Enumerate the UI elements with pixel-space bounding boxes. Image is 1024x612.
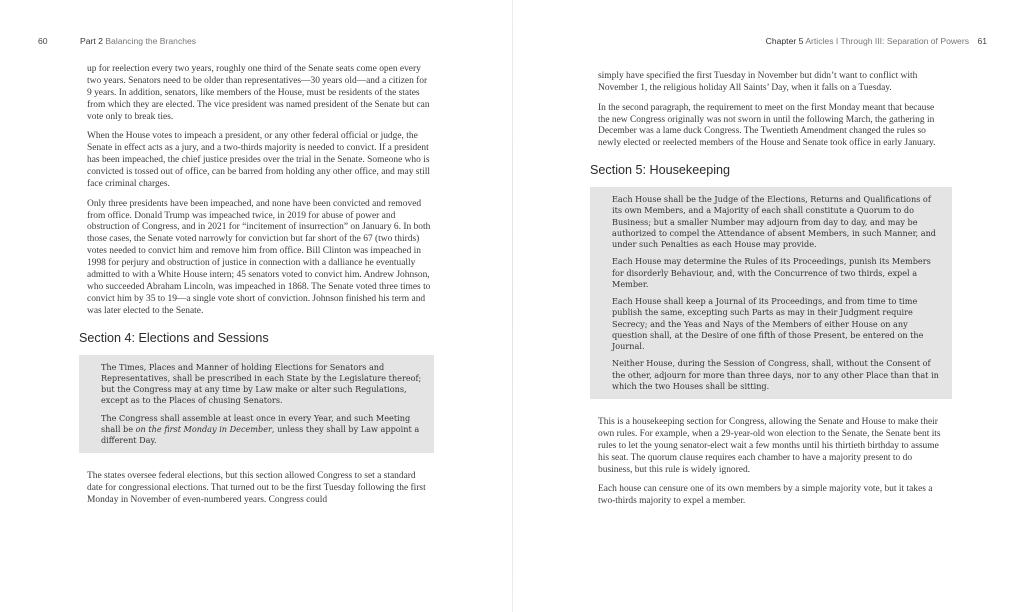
body-paragraph: In the second paragraph, the requirement to meet on the first Monday meant that because the new Congress originally was not sworn in until the following March, the gathering in December was a lame duck Congress. The Twentieth Amendment changed the rules so newly elected or reelected members of the House and Senate took office in early January. — [598, 102, 936, 149]
excerpt-emphasis: on the first Monday in December — [135, 423, 272, 434]
body-paragraph: This is a housekeeping section for Congress, allowing the Senate and House to make their own rules. For example, when a 29-year-old won election to the Senate, the Senate bent its rules to let the young senator-elect wait a few months until his thirtieth birthday to assume his seat. The quorum clause requires each chamber to have a majority present to do business, but this rule is widely ignored. — [598, 417, 941, 475]
excerpt-paragraph: Each House may determine the Rules of its Proceedings, punish its Members for disorderly Behaviour, and, with the Concurrence of two thirds, expel a Member. — [612, 256, 931, 289]
right-running-header — [766, 36, 969, 46]
constitution-excerpt — [79, 355, 434, 454]
excerpt-paragraph — [101, 413, 424, 447]
left-running-header — [80, 36, 196, 46]
chapter-label: Chapter 5 — [765, 36, 804, 46]
excerpt-text: The Congress shall assemble at least once in every Year, and such Meeting shall be — [101, 412, 411, 434]
left-page — [79, 64, 432, 515]
excerpt-paragraph: Each House shall keep a Journal of its Proceedings, and from time to time publish the same, excepting such Parts as may in their Judgment require Secrecy; and the Yeas and Nays of the Members of either House on any question shall, at the Desire of one fifth of those Present, be entered on the Journal. — [612, 296, 924, 352]
constitution-excerpt — [590, 187, 952, 399]
body-paragraph: Each house can censure one of its own members by a simple majority vote, but it takes a two-thirds majority to expel a member. — [598, 484, 933, 507]
excerpt-paragraph: Each House shall be the Judge of the Elections, Returns and Qualifications of its own Members, and a Majority of each shall constitute a Quorum to do Business; but a smaller Number may adjourn from day to day, and may be authorized to compel the Attendance of absent Members, in such Manner, and under such Penalties as each House may provide. — [612, 194, 937, 250]
excerpt-paragraph: The Times, Places and Manner of holding Elections for Senators and Representatives, shall be prescribed in each State by the Legislature thereof; but the Congress may at any time by Law make or alter such Regulations, except as to the Places of chusing Senators. — [101, 361, 422, 406]
chapter-title: Articles I Through III: Separation of Powers — [805, 36, 969, 46]
left-page-number: 60 — [38, 36, 48, 46]
body-paragraph: simply have specified the first Tuesday in November but didn’t want to conflict with November 1, the religious holiday All Saints’ Day, when it falls on a Tuesday. — [598, 71, 918, 93]
body-paragraph: When the House votes to impeach a president, or any other federal official or judge, the Senate in effect acts as a jury, and a two-thirds majority is needed to convict. If a president has been impeached, the chief justice presides over the trial in the Senate. Someone who is convicted is tossed out of office, can be barred from holding any other office, and may still face criminal charges. — [87, 131, 430, 189]
body-paragraph: Only three presidents have been impeached, and none have been convicted and removed from office. Donald Trump was impeached twice, in 2019 for abuse of power and obstruction of Congress, and in 2021 for “incitement of insurrection” on January 6. In both those cases, the Senate voted narrowly for conviction but far short of the 67 (two thirds) votes needed to convict him and remove him from office. Bill Clinton was impeached in 1998 for perjury and obstruction of justice in connection with a dalliance he eventually admitted to with a White House intern; 45 senators voted to convict him. Andrew Johnson, who succeeded Abraham Lincoln, was impeached in 1868. The Senate voted three times to convict him by 35 to 19—a single vote short of conviction. Johnson finished his term and was later elected to the Senate. — [87, 198, 431, 316]
body-paragraph: The states oversee federal elections, but this section allowed Congress to set a standard date for congressional elections. That turned out to be the first Tuesday following the first Monday in November of even-numbered years. Congress could — [87, 471, 426, 506]
excerpt-text: , unless they shall by Law appoint a different Day. — [101, 423, 420, 446]
excerpt-paragraph: Neither House, during the Session of Congress, shall, without the Consent of the other, adjourn for more than three days, nor to any other Place than that in which the two Houses shall be sitting. — [612, 358, 939, 391]
section-heading: Section 5: Housekeeping — [590, 163, 731, 178]
section-heading: Section 4: Elections and Sessions — [79, 330, 269, 345]
part-label: Part 2 — [80, 36, 103, 46]
body-paragraph: up for reelection every two years, roughly one third of the Senate seats come open every two years. Senators need to be older than representatives—30 years old—and a citizen for 9 years. In addition, senators, like members of the House, must be residents of the states from which they are elected. The vice president was named president of the Senate but can vote only to break ties. — [87, 64, 430, 122]
right-page-number: 61 — [977, 36, 987, 46]
part-title: Balancing the Branches — [105, 36, 197, 46]
right-page — [590, 71, 943, 516]
